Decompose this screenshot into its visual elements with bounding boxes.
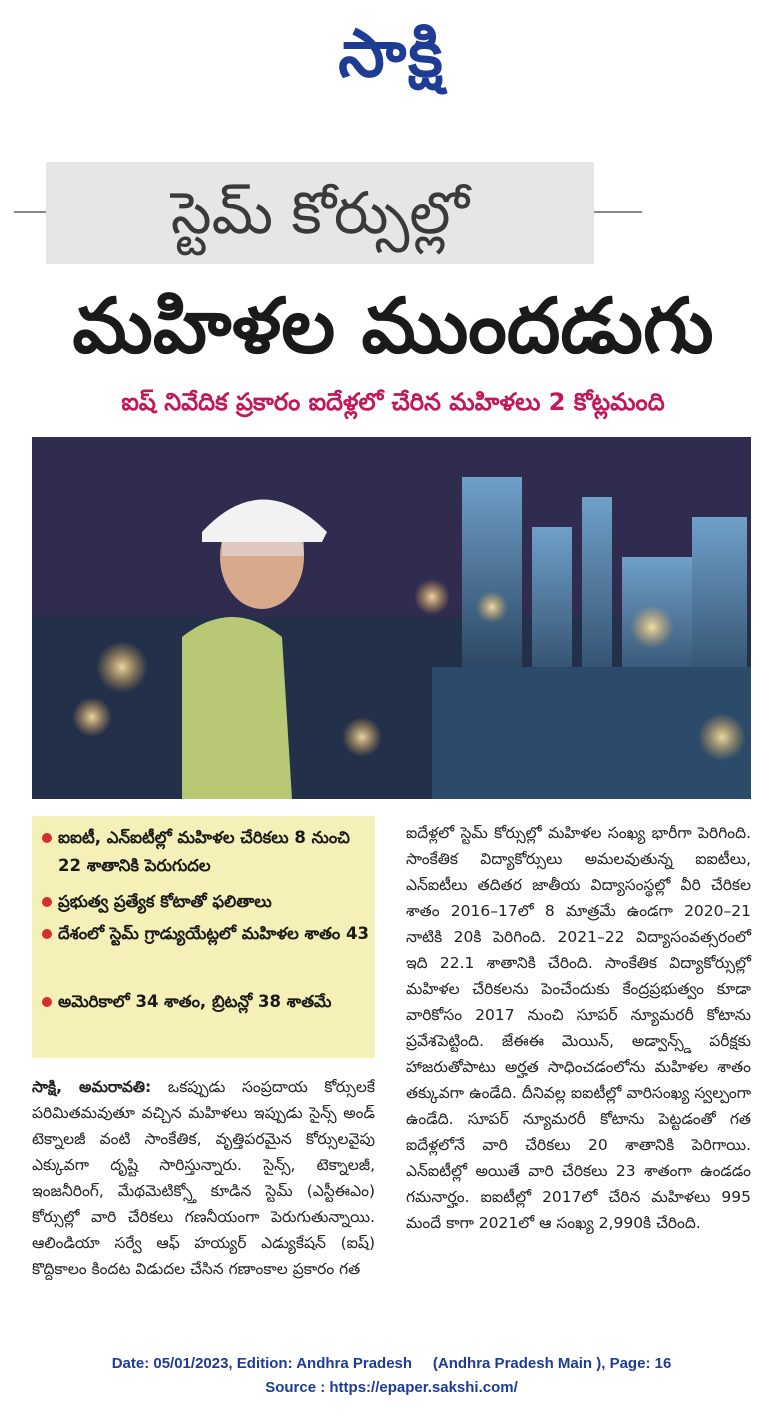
highlight-item (42, 920, 372, 948)
kicker-rule-left (14, 211, 46, 213)
highlight-text: ప్రభుత్వ ప్రత్యేక కోటాతో ఫలితాలు (58, 892, 272, 911)
byline: సాక్షి, అమరావతి: (32, 1078, 152, 1096)
bullet-icon (42, 833, 52, 843)
bullet-icon (42, 929, 52, 939)
edition-footer (0, 1352, 783, 1400)
highlight-item (42, 988, 372, 1016)
highlights-box (32, 816, 375, 1058)
source-line: Source : https://epaper.sakshi.com/ (265, 1379, 518, 1396)
masthead-logo: సాక్షి (338, 15, 445, 92)
bullet-icon (42, 897, 52, 907)
highlight-text: ఐఐటీ, ఎన్ఐటీల్లో మహిళల చేరికలు 8 నుంచి 22 శాతానికి పెరుగుదల (58, 828, 350, 875)
highlight-text: దేశంలో స్టెమ్ గ్రాడ్యుయేట్లలో మహిళల శాతం 43 (58, 924, 369, 943)
article-text: ఐదేళ్లలో స్టెమ్ కోర్సుల్లో మహిళల సంఖ్య భారీగా పెరిగింది. సాంకేతిక విద్యాకోర్సులు అమలవుతున్న ఐఐటీలు, ఎన్ఐటీలు తదితర జాతీయ విద్యాసంస్థల్లో వీరి చేరికల శాతం 2016–17లో 8 మాత్రమే ఉండగా 2020–21 నాటికి 20కి పెరిగింది. 2021–22 విద్యాసంవత్సరంలో ఇది 22.1 శాతానికి చేరింది. సాంకేతిక విద్యాకోర్సుల్లో మహిళల చేరికలను పెంచేందుకు కేంద్రప్రభుత్వం కూడా వారికోసం 2017 నుంచి సూపర్ న్యూమరరీ కోటాను ప్రవేశపెట్టింది. జేఈఈ మెయిన్, అడ్వాన్స్డ్ పరీక్షకు హాజరుతోపాటు అర్హత సాధించడంలోను మహిళల శాతం తక్కువగా ఉండేది. దీనివల్ల ఐఐటీల్లో వారిసంఖ్య స్వల్పంగా ఉండేది. సూపర్ న్యూమరరీ కోటాను పెట్టడంతో గత ఐదేళ్లలోనే వారి చేరికలు 20 శాతానికి పెరిగాయి. ఎన్ఐటీల్లో అయితే వారి చేరికలు 23 శాతంగా ఉండడం గమనార్హం. ఐఐటీల్లో 2017లో చేరిన మహిళలు 995 మందే కాగా 2021లో ఆ సంఖ్య 2,990కి చేరింది. (406, 824, 751, 1232)
highlight-text: అమెరికాలో 34 శాతం, బ్రిటన్లో 38 శాతమే (58, 992, 332, 1011)
bullet-icon (42, 997, 52, 1007)
subheadline: ఐష్ నివేదిక ప్రకారం ఐదేళ్లలో చేరిన మహిళలు 2 కోట్లమంది (121, 388, 665, 416)
headline: మహిళల ముందడుగు (72, 281, 714, 370)
kicker: స్టెమ్ కోర్సుల్లో (46, 162, 594, 264)
article-text: ఒకప్పుడు సంప్రదాయ కోర్సులకే పరిమితమవుతూ వచ్చిన మహిళలు ఇప్పుడు సైన్స్ అండ్ టెక్నాలజీ వంటి సాంకేతిక, వృత్తిపరమైన కోర్సులవైపు ఎక్కువగా దృష్టి సారిస్తున్నారు. సైన్స్, టెక్నాలజీ, ఇంజనీరింగ్, మేథమెటిక్స్తో కూడిన స్టెమ్ (ఎస్టీఈఎం) కోర్సుల్లో వారి చేరికలు గణనీయంగా పెరుగుతున్నాయి. ఆలిండియా సర్వే ఆఫ్ హయ్యర్ ఎడ్యుకేషన్ (ఐష్) కొద్దికాలం కిందట విడుదల చేసిన గణాంకాల ప్రకారం గత (32, 1078, 375, 1278)
article-paragraph (32, 1074, 375, 1282)
article-column-left (32, 1074, 375, 1282)
highlight-item (42, 888, 372, 916)
edition-date-line: Date: 05/01/2023, Edition: Andhra Pradesh (Andhra Pradesh Main ), Page: 16 (111, 1355, 672, 1372)
highlight-item (42, 824, 372, 880)
article-column-right (406, 820, 751, 1236)
article-photo (32, 437, 751, 799)
kicker-rule-right (594, 211, 642, 213)
